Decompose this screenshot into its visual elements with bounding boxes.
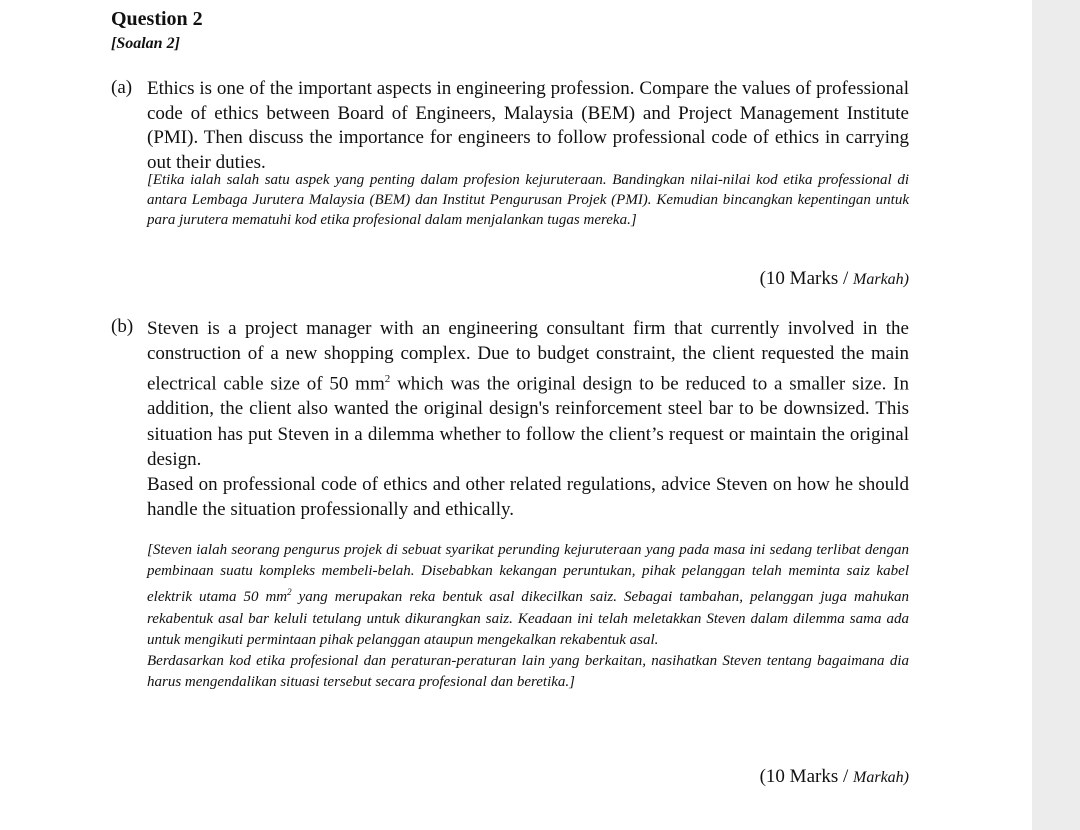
part-b-ms-p1-start: [Steven ialah seorang pengurus projek di sebuat syarikat perunding kejuruteraan yang pada masa ini sedang terlibat dengan pembinaan suatu kompleks membeli-belah. Disebabkan kekangan peruntukan, pihak pelanggan telah meminta saiz kabel elektrik utama 50 mm	[147, 542, 909, 606]
part-b-label: (b)	[111, 316, 134, 337]
part-b-marks	[760, 766, 909, 788]
part-a-marks	[760, 268, 909, 290]
part-b-malay-paragraph-1	[147, 540, 909, 651]
part-b-paragraph-2: Based on professional code of ethics and other related regulations, advice Steven on how he should handle the situation professionally and ethically.	[147, 474, 909, 521]
part-a-label: (a)	[111, 77, 133, 98]
part-b-p1-start: Steven is a project manager with an engineering consultant firm that currently involved in the construction of a new shopping complex. Due to budget constraint, the client requested the main electrical cable size of 50 mm	[147, 318, 909, 394]
part-a-text-malay: [Etika ialah salah satu aspek yang penting dalam profesion kejuruteraan. Bandingkan nilai-nilai kod etika professional di antara Lembaga Jurutera Malaysia (BEM) dan Institut Pengurusan Projek (PMI). Kemudian bincangkan kepentingan untuk para jurutera mematuhi kod etika profesional dalam menjalankan tugas mereka.]	[147, 172, 909, 228]
part-a-text-english: Ethics is one of the important aspects in engineering profession. Compare the values of professional code of ethics between Board of Engineers, Malaysia (BEM) and Project Management Institute (PMI). Then discuss the importance for engineers to follow professional code of ethics in carrying out their duties.	[147, 78, 909, 173]
part-b-marks-en: (10 Marks /	[759, 766, 849, 787]
question-subtitle: [Soalan 2]	[111, 35, 180, 52]
part-b-malay-paragraph-2: Berdasarkan kod etika profesional dan peraturan-peraturan lain yang berkaitan, nasihatkan Steven tentang bagaimana dia harus mengendalikan situasi tersebut secara profesional dan beretika.]	[147, 653, 909, 691]
part-a-marks-en: (10 Marks /	[759, 268, 849, 289]
part-b-ms-superscript: 2	[287, 587, 292, 598]
part-a-marks-ms: Markah)	[853, 271, 909, 288]
question-title: Question 2	[111, 8, 203, 30]
page-gutter	[1032, 0, 1080, 830]
part-b-paragraph-1	[147, 316, 909, 472]
part-b-text-malay	[147, 540, 909, 693]
part-b-ms-p1-end: yang merupakan reka bentuk asal dikecilkan saiz. Sebagai tambahan, pelanggan juga mahukan rekabentuk asal bar keluli tetulang untuk dikurangkan saiz. Keadaan ini telah meletakkan Steven dalam dilemma sama ada untuk mengikuti permintaan pihak pelanggan ataupun mengekalkan rekabentuk asal.	[147, 589, 909, 648]
part-b-text-english	[147, 316, 909, 523]
part-b-p1-superscript: 2	[384, 372, 391, 385]
part-b-p1-end: which was the original design to be reduced to a smaller size. In addition, the client also wanted the original design's reinforcement steel bar to be downsized. This situation has put Steven in a dilemma whether to follow the client’s request or maintain the original design.	[147, 372, 909, 470]
part-b-marks-ms: Markah)	[853, 769, 909, 786]
